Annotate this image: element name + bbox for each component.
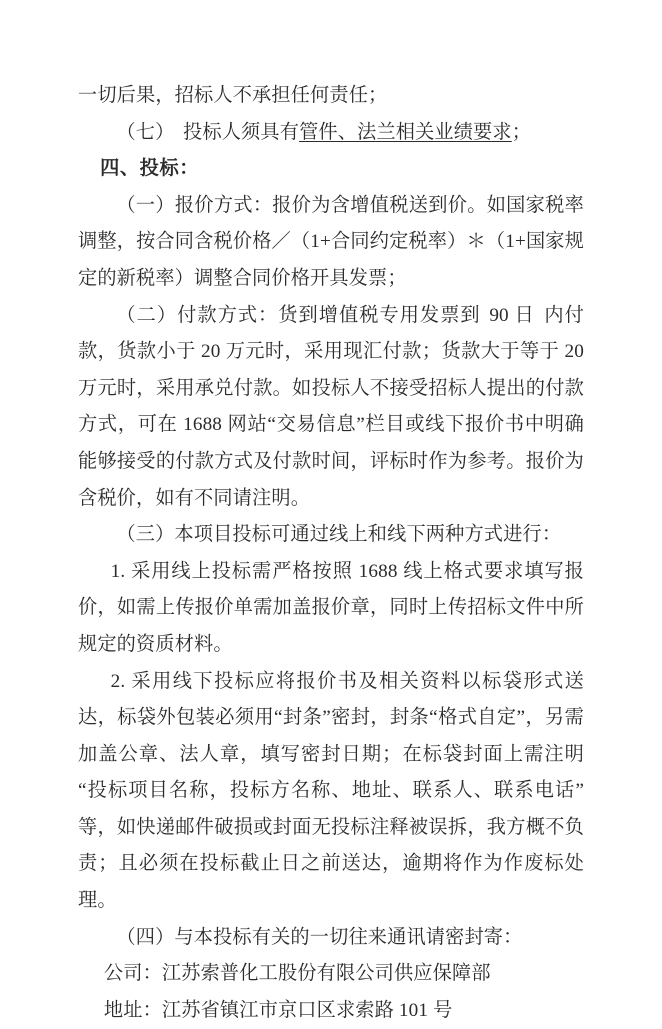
paragraph-item-four-correspondence: （四）与本投标有关的一切往来通讯请密封寄： <box>116 926 523 948</box>
item-seven-label: （七） <box>116 121 175 143</box>
paragraph-item-two-payment-method <box>78 298 584 518</box>
item-two-text-part-two: 内付款，货款小于 20 万元时，采用现汇付款；货款大于等于 20 万元时，采用承兑付款。如投标人不接受招标人提出的付款方式，可在 1688 网站“交易信息”栏目或线下报价书中明确能够接受的付款方式及付款时间，评标时作为参考。报价为含税价，如有不同请注明。 <box>78 304 584 509</box>
paragraph-item-three-bidding-channels: （三）本项目投标可通过线上和线下两种方式进行： <box>116 524 562 546</box>
item-seven-text-before: 投标人须具有 <box>183 121 300 143</box>
paragraph-sub-item-one-online-bidding: 1. 采用线上投标需严格按照 1688 线上格式要求填写报价，如需上传报价单需加盖报价章，同时上传招标文件中所规定的资质材料。 <box>78 560 584 655</box>
paragraph-item-one-quotation-method: （一）报价方式：报价为含增值税送到价。如国家税率调整，按合同含税价格／（1+合同约定税率）＊（1+国家规定的新税率）调整合同价格开具发票； <box>78 194 584 289</box>
item-two-text-part-one: （二）付款方式：货到增值税专用发票到 <box>116 304 481 326</box>
item-seven-text-after: ； <box>511 121 532 143</box>
item-seven-underlined-requirement: 管件、法兰相关业绩要求 <box>299 121 512 143</box>
document-body <box>78 78 584 1029</box>
heading-section-four-bidding: 四、投标： <box>100 158 200 180</box>
paragraph-sub-item-two-offline-bidding: 2. 采用线下投标应将报价书及相关资料以标袋形式送达，标袋外包装必须用“封条”密封，封条“格式自定”，另需加盖公章、法人章，填写密封日期；在标袋封面上需注明“投标项目名称，投标方名称、地址、联系人、联系电话”等，如快递邮件破损或封面无投标注释被误拆，我方概不负责；且必须在投标截止日之前送达，逾期将作为作废标处理。 <box>78 670 584 912</box>
paragraph-continuation-liability: 一切后果，招标人不承担任何责任； <box>78 85 388 106</box>
paragraph-item-seven-performance <box>78 115 584 152</box>
paragraph-company-name: 公司：江苏索普化工股份有限公司供应保障部 <box>103 963 491 985</box>
payment-days-value: 90 日 <box>489 304 535 326</box>
paragraph-company-address: 地址：江苏省镇江市京口区求索路 101 号 <box>103 999 453 1021</box>
